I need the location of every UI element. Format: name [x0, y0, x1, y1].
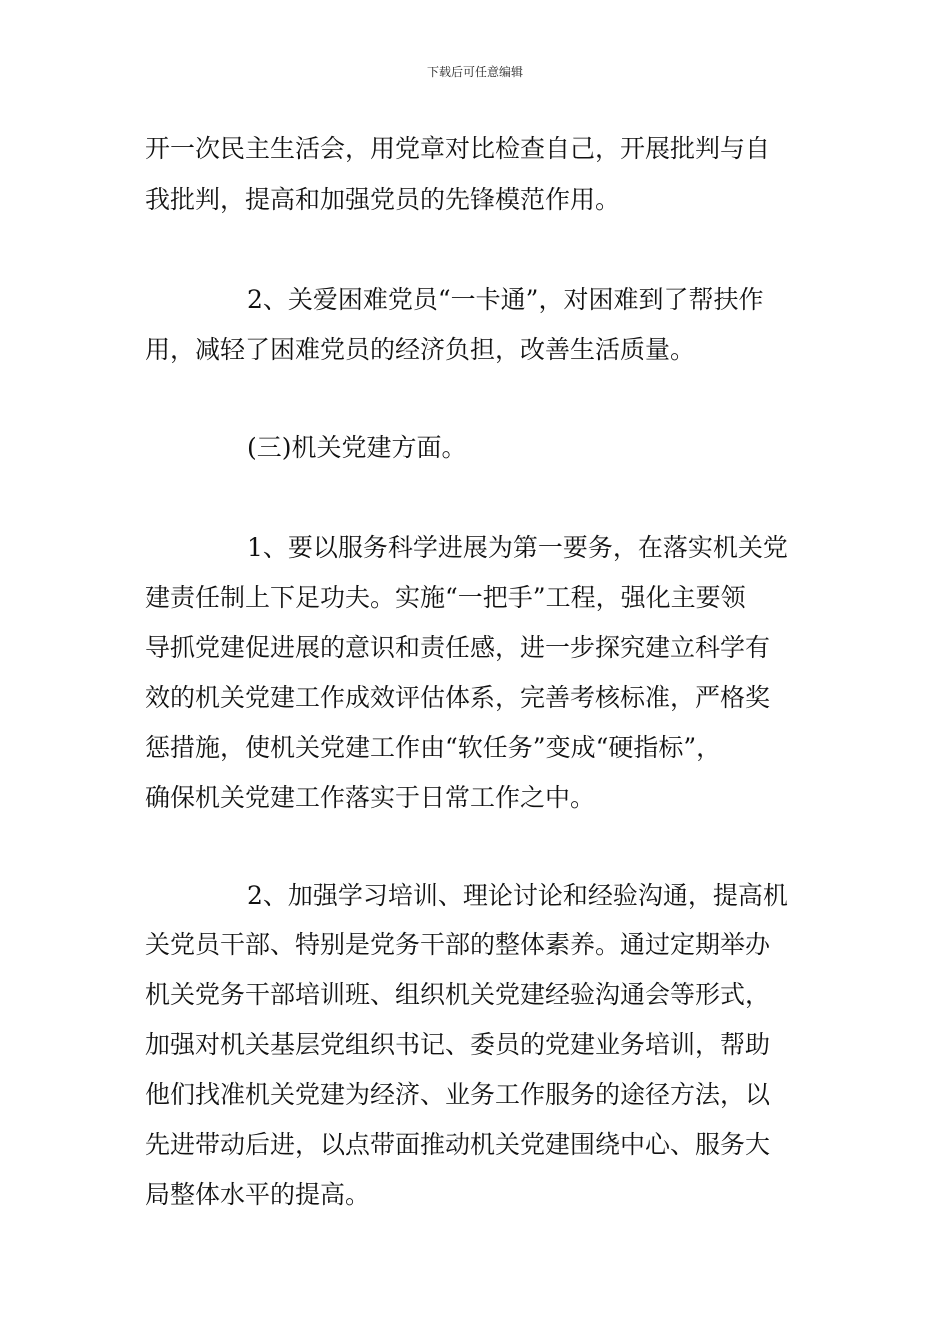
text-line: 效的机关党建工作成效评估体系，完善考核标准，严格奖 [145, 683, 771, 712]
text-line: 导抓党建促进展的意识和责任感，进一步探究建立科学有 [145, 633, 771, 662]
text-line: 局整体水平的提高。 [145, 1180, 371, 1209]
text-line: 建责任制上下足功夫。实施“一把手”工程，强化主要领 [145, 583, 746, 612]
text-line: 惩措施，使机关党建工作由“软任务”变成“硬指标”， [145, 733, 722, 762]
text-line: 他们找准机关党建为经济、业务工作服务的途径方法，以 [145, 1080, 771, 1109]
page-header: 下载后可任意编辑 [426, 65, 523, 79]
text-line: 我批判，提高和加强党员的先锋模范作用。 [145, 185, 621, 214]
text-line: 加强对机关基层党组织书记、委员的党建业务培训，帮助 [145, 1030, 771, 1059]
paragraph-start-line: 2、关爱困难党员“一卡通”，对困难到了帮扶作 [247, 285, 764, 314]
section-heading: (三)机关党建方面。 [247, 433, 467, 462]
text-line: 开一次民主生活会，用党章对比检查自己，开展批判与自 [145, 134, 771, 163]
text-line: 关党员干部、特别是党务干部的整体素养。通过定期举办 [145, 930, 771, 959]
text-line: 先进带动后进，以点带面推动机关党建围绕中心、服务大 [145, 1130, 771, 1159]
text-line: 确保机关党建工作落实于日常工作之中。 [145, 783, 596, 812]
paragraph-start-line: 2、加强学习培训、理论讨论和经验沟通，提高机 [247, 881, 788, 910]
text-line: 用，减轻了困难党员的经济负担，改善生活质量。 [145, 335, 696, 364]
paragraph-start-line: 1、要以服务科学进展为第一要务，在落实机关党 [247, 533, 788, 562]
text-line: 机关党务干部培训班、组织机关党建经验沟通会等形式， [145, 980, 771, 1009]
